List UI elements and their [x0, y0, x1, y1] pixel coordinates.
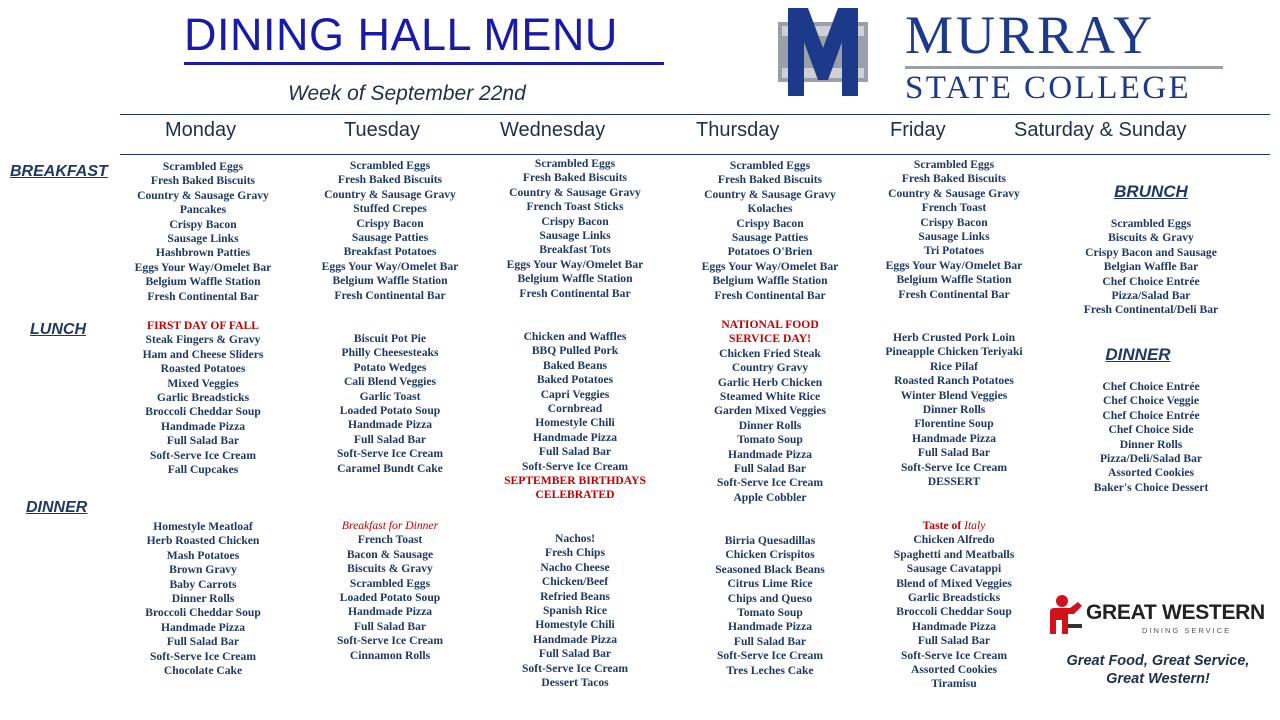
menu-item: Florentine Soup [914, 417, 994, 431]
menu-item: Garlic Toast [359, 389, 421, 403]
dinner-tuesday-block [295, 519, 485, 663]
dinner-tuesday-note: Breakfast for Dinner [341, 519, 439, 532]
menu-item: Fall Cupcakes [167, 463, 239, 477]
menu-item: Handmade Pizza [160, 620, 246, 634]
menu-item: Sausage Patties [731, 231, 809, 245]
menu-item: Full Salad Bar [166, 635, 240, 649]
lunch-monday-list [108, 333, 298, 477]
menu-item: Garlic Breadsticks [907, 591, 1001, 605]
menu-item: Biscuits & Gravy [1108, 231, 1194, 245]
menu-item: Seasoned Black Beans [715, 562, 825, 576]
menu-item: Fresh Continental Bar [714, 288, 826, 302]
menu-item: Bacon & Sausage [346, 547, 434, 561]
menu-item: Baked Potatoes [536, 373, 614, 387]
menu-item: Chicken/Beef [541, 575, 609, 589]
menu-item: Handmade Pizza [532, 632, 618, 646]
menu-item: Homestyle Chili [535, 416, 615, 430]
menu-item: Brown Gravy [169, 563, 237, 577]
menu-item: Belgium Waffle Station [332, 274, 448, 288]
menu-item: Handmade Pizza [911, 431, 997, 445]
menu-item: Apple Cobbler [733, 490, 807, 504]
page-title: DINING HALL MENU [184, 9, 618, 60]
menu-item: Soft-Serve Ice Cream [336, 634, 444, 648]
menu-item: Country & Sausage Gravy [137, 188, 269, 202]
menu-item: Soft-Serve Ice Cream [336, 447, 444, 461]
weekend-brunch-label: BRUNCH [1114, 182, 1188, 201]
menu-item: Baker's Choice Dessert [1093, 480, 1209, 494]
menu-item: Chef Choice Entrée [1102, 408, 1200, 422]
menu-item: Philly Cheesesteaks [341, 346, 439, 360]
day-thursday: Thursday [696, 119, 780, 141]
menu-item: Full Salad Bar [917, 634, 991, 648]
menu-item: Crispy Bacon [541, 214, 609, 228]
menu-item: Mash Potatoes [166, 548, 240, 562]
menu-item: Potatoes O'Brien [727, 245, 813, 259]
weekend-dinner-label: DINNER [1105, 345, 1171, 364]
menu-item: Dinner Rolls [171, 592, 235, 606]
menu-item: Fresh Continental/Deli Bar [1083, 303, 1219, 317]
menu-item: Chicken Alfredo [913, 533, 995, 547]
menu-item: Fresh Chips [544, 546, 606, 560]
menu-item: Fresh Continental Bar [334, 288, 446, 302]
lunch-thursday-note2: SERVICE DAY! [729, 332, 811, 346]
menu-item: Scrambled Eggs [534, 157, 616, 170]
menu-item: Chef Choice Entrée [1102, 274, 1200, 288]
menu-item: French Toast Sticks [526, 200, 624, 214]
breakfast-thursday-list [675, 159, 865, 303]
menu-item: Scrambled Eggs [162, 160, 244, 173]
menu-item: Loaded Potato Soup [339, 591, 441, 605]
week-label: Week of September 22nd [288, 82, 526, 105]
menu-item: Roasted Potatoes [160, 362, 246, 376]
menu-item: Fresh Baked Biscuits [337, 173, 443, 187]
menu-item: Belgium Waffle Station [896, 273, 1012, 287]
menu-item: Full Salad Bar [917, 446, 991, 460]
menu-item: Crispy Bacon [920, 215, 988, 229]
menu-item: Steak Fingers & Gravy [145, 333, 261, 347]
menu-item: Mixed Veggies [167, 376, 239, 390]
menu-item: Tomato Soup [737, 606, 803, 620]
menu-item: Soft-Serve Ice Cream [716, 649, 824, 663]
dinner-friday-note [859, 519, 1049, 533]
menu-item: Chicken Fried Steak [719, 346, 821, 360]
menu-item: Belgium Waffle Station [712, 274, 828, 288]
breakfast-wednesday-list [480, 157, 670, 301]
menu-item: Full Salad Bar [166, 434, 240, 448]
menu-item: Biscuits & Gravy [347, 562, 433, 576]
great-western-brand: GREAT WESTERN [1086, 601, 1265, 624]
header-bottom-rule [120, 154, 1270, 155]
menu-item: Herb Roasted Chicken [146, 534, 260, 548]
dinner-friday-note-b: Italy [964, 519, 986, 532]
menu-item: Caramel Bundt Cake [337, 461, 443, 475]
menu-item: Handmade Pizza [727, 620, 813, 634]
slogan-line1: Great Food, Great Service, [1066, 653, 1250, 669]
menu-item: Full Salad Bar [538, 445, 612, 459]
menu-item: Cornbread [547, 402, 603, 416]
college-name-line1: MURRAY [905, 5, 1156, 65]
menu-item: Broccoli Cheddar Soup [896, 605, 1012, 619]
menu-item: Soft-Serve Ice Cream [521, 661, 629, 675]
menu-item: Cinnamon Rolls [349, 648, 431, 662]
header-top-rule [120, 114, 1270, 115]
ms-logo-icon [778, 8, 868, 96]
menu-item: Full Salad Bar [353, 619, 427, 633]
menu-item: Citrus Lime Rice [727, 577, 813, 591]
menu-item: Soft-Serve Ice Cream [900, 460, 1008, 474]
menu-item: Baby Carrots [169, 577, 237, 591]
menu-item: French Toast [921, 201, 987, 215]
menu-item: Country Gravy [731, 361, 809, 375]
lunch-thursday-list [675, 347, 865, 505]
dinner-tuesday-list [295, 533, 485, 663]
menu-item: Capri Veggies [540, 387, 610, 401]
menu-item: Chef Choice Side [1108, 423, 1194, 437]
lunch-monday-block [108, 319, 298, 477]
lunch-wednesday-note2: CELEBRATED [535, 488, 615, 502]
dinner-friday-note-a: Taste of [922, 519, 965, 532]
menu-item: Chef Choice Entrée [1102, 380, 1200, 393]
menu-item: Belgian Waffle Bar [1103, 260, 1199, 274]
meal-breakfast-label: BREAKFAST [10, 163, 108, 180]
dinner-monday-list [108, 520, 298, 678]
menu-item: Eggs Your Way/Omelet Bar [885, 258, 1023, 272]
menu-item: Eggs Your Way/Omelet Bar [134, 260, 272, 274]
menu-item: Ham and Cheese Sliders [142, 347, 264, 361]
day-monday: Monday [165, 119, 237, 141]
menu-item: Handmade Pizza [727, 447, 813, 461]
menu-item: Soft-Serve Ice Cream [149, 448, 257, 462]
menu-item: Tiramisu [931, 677, 977, 691]
menu-item: Soft-Serve Ice Cream [149, 649, 257, 663]
menu-item: Winter Blend Veggies [900, 388, 1008, 402]
breakfast-tuesday-list [295, 159, 485, 303]
lunch-thursday-note1: NATIONAL FOOD [721, 318, 819, 331]
menu-item: Country & Sausage Gravy [509, 185, 641, 199]
menu-item: Soft-Serve Ice Cream [900, 648, 1008, 662]
menu-item: Spaghetti and Meatballs [893, 547, 1015, 561]
menu-item: Sausage Patties [351, 231, 429, 245]
menu-item: Chicken Crispitos [725, 548, 815, 562]
lunch-wednesday-block [480, 330, 670, 503]
lunch-wednesday-list [480, 330, 670, 474]
menu-item: Full Salad Bar [538, 647, 612, 661]
menu-item: Country & Sausage Gravy [888, 186, 1020, 200]
dinner-thursday-list [675, 534, 865, 678]
menu-item: Breakfast Tots [539, 243, 611, 257]
menu-item: Sausage Links [167, 232, 239, 246]
college-name-line2: STATE COLLEGE [905, 70, 1192, 106]
menu-item: Scrambled Eggs [349, 576, 431, 590]
great-western-sub: DINING SERVICE [1142, 626, 1232, 635]
menu-item: Full Salad Bar [733, 634, 807, 648]
menu-item: Herb Crusted Pork Loin [892, 331, 1016, 344]
breakfast-friday-list [859, 158, 1049, 302]
menu-item: BBQ Pulled Pork [531, 344, 619, 358]
menu-item: Country & Sausage Gravy [324, 187, 456, 201]
dinner-friday-list [859, 533, 1049, 691]
menu-item: Roasted Ranch Potatoes [894, 374, 1014, 388]
day-wednesday: Wednesday [500, 119, 606, 141]
menu-item: Nacho Cheese [540, 560, 610, 574]
menu-item: Loaded Potato Soup [339, 404, 441, 418]
menu-item: Hashbrown Patties [155, 246, 251, 260]
menu-item: Full Salad Bar [353, 432, 427, 446]
menu-item: Broccoli Cheddar Soup [145, 405, 261, 419]
menu-item: Handmade Pizza [532, 430, 618, 444]
menu-item: Belgium Waffle Station [145, 275, 261, 289]
weekend-brunch-list [1056, 217, 1246, 318]
menu-item: Handmade Pizza [911, 619, 997, 633]
menu-item: Tri Potatoes [924, 244, 984, 258]
menu-item: Kolaches [747, 202, 793, 216]
menu-item: Dinner Rolls [922, 403, 986, 417]
menu-item: Sausage Links [539, 229, 611, 243]
dinner-wednesday-list [480, 532, 670, 690]
menu-item: Fresh Continental Bar [898, 287, 1010, 301]
menu-item: Scrambled Eggs [349, 159, 431, 172]
menu-item: Breakfast Potatoes [343, 245, 437, 259]
menu-item: Garlic Herb Chicken [717, 375, 823, 389]
day-weekend: Saturday & Sunday [1014, 119, 1187, 141]
great-western-logo-icon [1048, 594, 1084, 636]
lunch-monday-note: FIRST DAY OF FALL [147, 319, 259, 332]
meal-lunch-label: LUNCH [30, 321, 86, 338]
menu-item: Pancakes [179, 203, 227, 217]
menu-item: Biscuit Pot Pie [353, 332, 427, 345]
menu-item: Sausage Cavatappi [906, 562, 1002, 576]
menu-item: Crispy Bacon [736, 216, 804, 230]
menu-item: Fresh Continental Bar [519, 286, 631, 300]
meal-dinner-label: DINNER [26, 499, 88, 516]
menu-item: Chocolate Cake [163, 664, 243, 678]
menu-item: Assorted Cookies [911, 663, 997, 677]
menu-item: Garden Mixed Veggies [713, 404, 827, 418]
menu-item: Eggs Your Way/Omelet Bar [701, 259, 839, 273]
logo-divider [905, 66, 1223, 69]
menu-item: Pizza/Deli/Salad Bar [1099, 452, 1203, 466]
menu-item: Belgium Waffle Station [517, 272, 633, 286]
menu-item: Dinner Rolls [1119, 437, 1183, 451]
menu-item: Fresh Baked Biscuits [901, 172, 1007, 186]
menu-item: Scrambled Eggs [1110, 217, 1192, 230]
menu-item: Scrambled Eggs [729, 159, 811, 172]
menu-item: Crispy Bacon and Sausage [1085, 245, 1217, 259]
lunch-wednesday-note1: SEPTEMBER BIRTHDAYS [504, 474, 646, 488]
menu-item: Tomato Soup [737, 433, 803, 447]
menu-item: Birria Quesadillas [724, 534, 816, 547]
menu-item: Handmade Pizza [160, 419, 246, 433]
menu-item: Refried Beans [540, 589, 610, 603]
menu-item: Cali Blend Veggies [343, 375, 437, 389]
menu-item: Handmade Pizza [347, 605, 433, 619]
menu-item: Fresh Baked Biscuits [717, 173, 823, 187]
dinner-friday-block [859, 519, 1049, 692]
slogan-line2: Great Western! [1106, 671, 1210, 687]
weekend-dinner-list [1056, 380, 1246, 495]
menu-item: Chicken and Waffles [523, 330, 627, 343]
menu-item: Spanish Rice [542, 604, 608, 618]
day-tuesday: Tuesday [344, 119, 420, 141]
menu-item: Blend of Mixed Veggies [896, 576, 1012, 590]
menu-item: Scrambled Eggs [913, 158, 995, 171]
menu-item: Chips and Queso [727, 591, 813, 605]
menu-item: Eggs Your Way/Omelet Bar [506, 257, 644, 271]
menu-item: Chef Choice Veggie [1103, 394, 1199, 408]
menu-item: Eggs Your Way/Omelet Bar [321, 259, 459, 273]
menu-item: Country & Sausage Gravy [704, 187, 836, 201]
menu-item: Steamed White Rice [719, 390, 821, 404]
menu-item: Stuffed Crepes [353, 202, 427, 216]
menu-item: Dinner Rolls [738, 418, 802, 432]
lunch-friday-list [859, 331, 1049, 489]
menu-item: Dessert Tacos [541, 676, 609, 690]
menu-item: Pizza/Salad Bar [1111, 289, 1191, 303]
menu-item: Fresh Baked Biscuits [522, 171, 628, 185]
menu-item: Assorted Cookies [1108, 466, 1194, 480]
menu-item: Tres Leches Cake [726, 663, 814, 677]
menu-item: Homestyle Chili [535, 618, 615, 632]
slogan [1050, 652, 1266, 688]
menu-item: Crispy Bacon [169, 217, 237, 231]
menu-item: Full Salad Bar [733, 462, 807, 476]
menu-item: Handmade Pizza [347, 418, 433, 432]
menu-item: Garlic Breadsticks [156, 391, 250, 405]
menu-item: Homestyle Meatloaf [153, 520, 253, 533]
menu-item: Potato Wedges [353, 360, 427, 374]
menu-item: Broccoli Cheddar Soup [145, 606, 261, 620]
menu-item: Sausage Links [918, 230, 990, 244]
menu-item: Rice Pilaf [930, 359, 978, 373]
menu-item: Soft-Serve Ice Cream [716, 476, 824, 490]
breakfast-monday-list [108, 160, 298, 304]
lunch-tuesday-list [295, 332, 485, 476]
menu-item: Nachos! [555, 532, 595, 545]
menu-item: Soft-Serve Ice Cream [521, 459, 629, 473]
menu-item: French Toast [357, 533, 423, 547]
menu-item: Crispy Bacon [356, 216, 424, 230]
day-friday: Friday [890, 119, 946, 141]
lunch-thursday-block [675, 318, 865, 505]
menu-item: Baked Beans [542, 358, 608, 372]
menu-item: Fresh Baked Biscuits [150, 174, 256, 188]
title-underline [184, 62, 664, 65]
menu-item: DESSERT [927, 475, 981, 489]
menu-item: Pineapple Chicken Teriyaki [885, 345, 1023, 359]
menu-item: Fresh Continental Bar [147, 289, 259, 303]
